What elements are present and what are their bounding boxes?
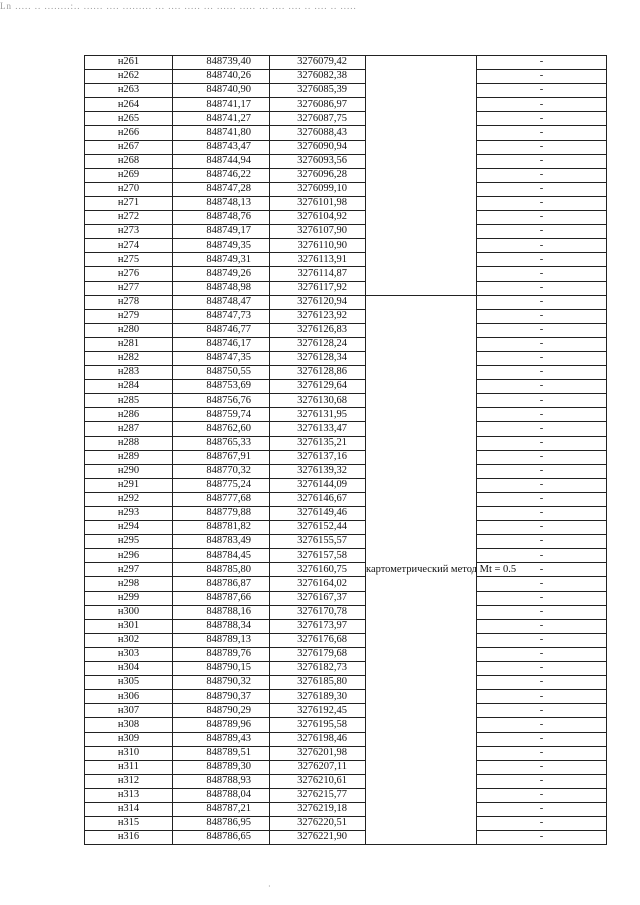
coord-x: 848789,13	[173, 633, 270, 647]
coord-y: 3276110,90	[270, 239, 366, 253]
coord-y: 3276149,46	[270, 507, 366, 521]
accuracy-cell: -	[477, 450, 607, 464]
coord-y: 3276114,87	[270, 267, 366, 281]
coord-x: 848784,45	[173, 549, 270, 563]
point-id: н309	[85, 732, 173, 746]
table-row	[85, 535, 607, 549]
accuracy-cell: -	[477, 662, 607, 676]
table-row	[85, 591, 607, 605]
coord-y: 3276198,46	[270, 732, 366, 746]
accuracy-cell: -	[477, 633, 607, 647]
point-id: н307	[85, 704, 173, 718]
coord-x: 848788,93	[173, 774, 270, 788]
coord-y: 3276220,51	[270, 817, 366, 831]
coord-y: 3276152,44	[270, 521, 366, 535]
point-id: н283	[85, 366, 173, 380]
accuracy-cell: -	[477, 196, 607, 210]
point-id: н292	[85, 492, 173, 506]
coord-y: 3276093,56	[270, 154, 366, 168]
coord-x: 848748,98	[173, 281, 270, 295]
coord-x: 848747,35	[173, 351, 270, 365]
accuracy-cell: -	[477, 507, 607, 521]
point-id: н296	[85, 549, 173, 563]
table-row	[85, 492, 607, 506]
table-row	[85, 577, 607, 591]
point-id: н291	[85, 478, 173, 492]
table-row	[85, 563, 607, 577]
accuracy-cell: -	[477, 492, 607, 506]
accuracy-cell: -	[477, 718, 607, 732]
coord-x: 848759,74	[173, 408, 270, 422]
coord-x: 848746,17	[173, 337, 270, 351]
coord-y: 3276104,92	[270, 211, 366, 225]
point-id: н272	[85, 211, 173, 225]
coord-x: 848746,22	[173, 168, 270, 182]
accuracy-cell: -	[477, 337, 607, 351]
accuracy-cell: -	[477, 126, 607, 140]
table-row	[85, 619, 607, 633]
accuracy-cell: -	[477, 549, 607, 563]
table-row	[85, 633, 607, 647]
accuracy-cell: -	[477, 422, 607, 436]
accuracy-cell: -	[477, 732, 607, 746]
table-row	[85, 662, 607, 676]
accuracy-cell: -	[477, 605, 607, 619]
point-id: н313	[85, 788, 173, 802]
table-row	[85, 380, 607, 394]
point-id: н265	[85, 112, 173, 126]
method-cell	[366, 295, 517, 845]
coord-x: 848788,04	[173, 788, 270, 802]
point-id: н270	[85, 182, 173, 196]
table-row	[85, 647, 607, 661]
accuracy-cell: -	[477, 295, 607, 309]
coord-y: 3276126,83	[270, 323, 366, 337]
table-row	[85, 84, 607, 98]
coord-y: 3276090,94	[270, 140, 366, 154]
method-cell-upper	[366, 56, 477, 296]
coord-x: 848756,76	[173, 394, 270, 408]
point-id: н308	[85, 718, 173, 732]
coord-x: 848748,47	[173, 295, 270, 309]
coord-y: 3276130,68	[270, 394, 366, 408]
table-row	[85, 56, 607, 70]
coord-x: 848749,17	[173, 225, 270, 239]
point-id: н288	[85, 436, 173, 450]
coord-y: 3276189,30	[270, 690, 366, 704]
coord-y: 3276146,67	[270, 492, 366, 506]
coord-y: 3276176,68	[270, 633, 366, 647]
accuracy-cell: -	[477, 619, 607, 633]
point-id: н276	[85, 267, 173, 281]
coord-y: 3276160,75	[270, 563, 366, 577]
table-row	[85, 422, 607, 436]
table-row	[85, 746, 607, 760]
coord-x: 848749,31	[173, 253, 270, 267]
scan-header-artifact: Ln ..... .. ........:.. ...... .... ......... ... .... ..... ... ...... ..... ... .... .... .. .... .. .....	[0, 1, 357, 11]
coord-y: 3276215,77	[270, 788, 366, 802]
point-id: н310	[85, 746, 173, 760]
coord-x: 848786,95	[173, 817, 270, 831]
point-id: н305	[85, 676, 173, 690]
coord-x: 848785,80	[173, 563, 270, 577]
coord-x: 848788,34	[173, 619, 270, 633]
coord-x: 848787,21	[173, 802, 270, 816]
coord-y: 3276139,32	[270, 464, 366, 478]
accuracy-cell: -	[477, 478, 607, 492]
accuracy-cell: -	[477, 98, 607, 112]
table-row	[85, 704, 607, 718]
table-row	[85, 70, 607, 84]
coord-x: 848753,69	[173, 380, 270, 394]
point-id: н269	[85, 168, 173, 182]
point-id: н263	[85, 84, 173, 98]
table-row	[85, 394, 607, 408]
coord-y: 3276129,64	[270, 380, 366, 394]
coord-y: 3276210,61	[270, 774, 366, 788]
table-row	[85, 281, 607, 295]
accuracy-cell: -	[477, 563, 607, 577]
coord-x: 848770,32	[173, 464, 270, 478]
coord-y: 3276131,95	[270, 408, 366, 422]
coord-x: 848748,76	[173, 211, 270, 225]
coord-x: 848762,60	[173, 422, 270, 436]
point-id: н284	[85, 380, 173, 394]
point-id: н316	[85, 831, 173, 845]
accuracy-cell: -	[477, 56, 607, 70]
coordinates-table-body	[85, 56, 607, 845]
accuracy-cell: -	[477, 84, 607, 98]
point-id: н274	[85, 239, 173, 253]
coord-y: 3276192,45	[270, 704, 366, 718]
coord-y: 3276079,42	[270, 56, 366, 70]
accuracy-cell: -	[477, 211, 607, 225]
table-row	[85, 351, 607, 365]
coord-x: 848789,43	[173, 732, 270, 746]
coord-x: 848783,49	[173, 535, 270, 549]
point-id: н282	[85, 351, 173, 365]
point-id: н315	[85, 817, 173, 831]
table-row	[85, 521, 607, 535]
page-mark: ·	[268, 882, 271, 891]
table-row	[85, 337, 607, 351]
accuracy-cell: -	[477, 647, 607, 661]
table-row	[85, 295, 607, 309]
table-row	[85, 182, 607, 196]
accuracy-cell: -	[477, 309, 607, 323]
coord-x: 848790,29	[173, 704, 270, 718]
point-id: н301	[85, 619, 173, 633]
coord-y: 3276219,18	[270, 802, 366, 816]
coord-y: 3276123,92	[270, 309, 366, 323]
point-id: н280	[85, 323, 173, 337]
accuracy-cell: -	[477, 535, 607, 549]
point-id: н295	[85, 535, 173, 549]
table-row	[85, 760, 607, 774]
accuracy-cell: -	[477, 70, 607, 84]
accuracy-cell: -	[477, 182, 607, 196]
point-id: н312	[85, 774, 173, 788]
coord-x: 848750,55	[173, 366, 270, 380]
accuracy-cell: -	[477, 436, 607, 450]
point-id: н293	[85, 507, 173, 521]
coord-y: 3276144,09	[270, 478, 366, 492]
table-row	[85, 507, 607, 521]
table-row	[85, 718, 607, 732]
accuracy-cell: -	[477, 154, 607, 168]
point-id: н278	[85, 295, 173, 309]
coordinates-table	[84, 55, 607, 845]
accuracy-cell: -	[477, 351, 607, 365]
coord-x: 848790,32	[173, 676, 270, 690]
point-id: н306	[85, 690, 173, 704]
coord-y: 3276087,75	[270, 112, 366, 126]
point-id: н286	[85, 408, 173, 422]
table-row	[85, 154, 607, 168]
coord-y: 3276155,57	[270, 535, 366, 549]
table-row	[85, 478, 607, 492]
coord-x: 848787,66	[173, 591, 270, 605]
point-id: н268	[85, 154, 173, 168]
coord-y: 3276179,68	[270, 647, 366, 661]
accuracy-cell: -	[477, 746, 607, 760]
table-row	[85, 802, 607, 816]
coord-y: 3276085,39	[270, 84, 366, 98]
table-row	[85, 225, 607, 239]
point-id: н273	[85, 225, 173, 239]
coord-x: 848740,26	[173, 70, 270, 84]
coord-x: 848777,68	[173, 492, 270, 506]
table-row	[85, 98, 607, 112]
point-id: н287	[85, 422, 173, 436]
coord-x: 848748,13	[173, 196, 270, 210]
coord-x: 848739,40	[173, 56, 270, 70]
point-id: н304	[85, 662, 173, 676]
table-row	[85, 788, 607, 802]
accuracy-cell: -	[477, 704, 607, 718]
table-row	[85, 450, 607, 464]
table-row	[85, 211, 607, 225]
coord-y: 3276185,80	[270, 676, 366, 690]
point-id: н267	[85, 140, 173, 154]
coord-y: 3276195,58	[270, 718, 366, 732]
coord-x: 848781,82	[173, 521, 270, 535]
coord-y: 3276137,16	[270, 450, 366, 464]
point-id: н294	[85, 521, 173, 535]
coord-y: 3276113,91	[270, 253, 366, 267]
accuracy-cell: -	[477, 788, 607, 802]
coord-x: 848741,17	[173, 98, 270, 112]
coord-y: 3276201,98	[270, 746, 366, 760]
point-id: н275	[85, 253, 173, 267]
coord-y: 3276082,38	[270, 70, 366, 84]
coord-y: 3276207,11	[270, 760, 366, 774]
point-id: н285	[85, 394, 173, 408]
accuracy-cell: -	[477, 817, 607, 831]
coord-x: 848765,33	[173, 436, 270, 450]
coord-y: 3276133,47	[270, 422, 366, 436]
accuracy-cell: -	[477, 591, 607, 605]
coord-y: 3276128,24	[270, 337, 366, 351]
coord-x: 848779,88	[173, 507, 270, 521]
point-id: н266	[85, 126, 173, 140]
coord-y: 3276157,58	[270, 549, 366, 563]
coord-y: 3276101,98	[270, 196, 366, 210]
accuracy-cell: -	[477, 774, 607, 788]
accuracy-cell: -	[477, 408, 607, 422]
point-id: н277	[85, 281, 173, 295]
point-id: н281	[85, 337, 173, 351]
coord-y: 3276088,43	[270, 126, 366, 140]
coord-x: 848789,30	[173, 760, 270, 774]
table-row	[85, 831, 607, 845]
accuracy-cell: -	[477, 168, 607, 182]
accuracy-cell: -	[477, 253, 607, 267]
coord-x: 848789,96	[173, 718, 270, 732]
coord-x: 848749,35	[173, 239, 270, 253]
coord-x: 848786,65	[173, 831, 270, 845]
point-id: н303	[85, 647, 173, 661]
accuracy-cell: -	[477, 802, 607, 816]
coord-x: 848788,16	[173, 605, 270, 619]
table-row	[85, 774, 607, 788]
table-row	[85, 676, 607, 690]
table-row	[85, 732, 607, 746]
coord-y: 3276128,86	[270, 366, 366, 380]
coord-x: 848789,76	[173, 647, 270, 661]
accuracy-cell: -	[477, 380, 607, 394]
coord-x: 848786,87	[173, 577, 270, 591]
accuracy-cell: -	[477, 394, 607, 408]
accuracy-cell: -	[477, 239, 607, 253]
coord-y: 3276164,02	[270, 577, 366, 591]
coord-x: 848740,90	[173, 84, 270, 98]
point-id: н279	[85, 309, 173, 323]
accuracy-cell: -	[477, 140, 607, 154]
coord-x: 848790,15	[173, 662, 270, 676]
coord-y: 3276182,73	[270, 662, 366, 676]
table-row	[85, 196, 607, 210]
point-id: н290	[85, 464, 173, 478]
accuracy-cell: -	[477, 464, 607, 478]
accuracy-cell: -	[477, 281, 607, 295]
accuracy-cell: -	[477, 676, 607, 690]
table-row	[85, 309, 607, 323]
table-row	[85, 366, 607, 380]
accuracy-cell: -	[477, 521, 607, 535]
point-id: н262	[85, 70, 173, 84]
coord-x: 848746,77	[173, 323, 270, 337]
coord-y: 3276099,10	[270, 182, 366, 196]
table-row	[85, 408, 607, 422]
accuracy-cell: -	[477, 267, 607, 281]
coord-y: 3276120,94	[270, 295, 366, 309]
coord-y: 3276221,90	[270, 831, 366, 845]
coord-x: 848741,80	[173, 126, 270, 140]
coord-x: 848789,51	[173, 746, 270, 760]
accuracy-cell: -	[477, 225, 607, 239]
point-id: н264	[85, 98, 173, 112]
table-row	[85, 323, 607, 337]
point-id: н298	[85, 577, 173, 591]
coord-y: 3276167,37	[270, 591, 366, 605]
coord-y: 3276096,28	[270, 168, 366, 182]
table-row	[85, 605, 607, 619]
point-id: н297	[85, 563, 173, 577]
accuracy-cell: -	[477, 112, 607, 126]
table-row	[85, 464, 607, 478]
point-id: н261	[85, 56, 173, 70]
coord-x: 848747,28	[173, 182, 270, 196]
point-id: н300	[85, 605, 173, 619]
table-row	[85, 140, 607, 154]
table-row	[85, 267, 607, 281]
table-row	[85, 126, 607, 140]
point-id: н271	[85, 196, 173, 210]
accuracy-cell: -	[477, 366, 607, 380]
accuracy-cell: -	[477, 831, 607, 845]
point-id: н289	[85, 450, 173, 464]
coord-x: 848747,73	[173, 309, 270, 323]
method-label: картометрический метод Mt = 0.5	[366, 564, 517, 576]
coord-x: 848741,27	[173, 112, 270, 126]
coord-y: 3276086,97	[270, 98, 366, 112]
accuracy-cell: -	[477, 577, 607, 591]
point-id: н314	[85, 802, 173, 816]
coord-y: 3276117,92	[270, 281, 366, 295]
coord-x: 848767,91	[173, 450, 270, 464]
accuracy-cell: -	[477, 323, 607, 337]
table-row	[85, 112, 607, 126]
coord-y: 3276107,90	[270, 225, 366, 239]
table-row	[85, 817, 607, 831]
table-row	[85, 549, 607, 563]
table-row	[85, 239, 607, 253]
table-row	[85, 168, 607, 182]
coord-y: 3276170,78	[270, 605, 366, 619]
coord-y: 3276128,34	[270, 351, 366, 365]
coord-x: 848790,37	[173, 690, 270, 704]
accuracy-cell: -	[477, 760, 607, 774]
coord-x: 848749,26	[173, 267, 270, 281]
accuracy-cell: -	[477, 690, 607, 704]
coord-y: 3276173,97	[270, 619, 366, 633]
coord-y: 3276135,21	[270, 436, 366, 450]
point-id: н299	[85, 591, 173, 605]
coord-x: 848744,94	[173, 154, 270, 168]
table-row	[85, 436, 607, 450]
table-row	[85, 253, 607, 267]
point-id: н311	[85, 760, 173, 774]
coord-x: 848743,47	[173, 140, 270, 154]
point-id: н302	[85, 633, 173, 647]
coord-x: 848775,24	[173, 478, 270, 492]
table-row	[85, 690, 607, 704]
